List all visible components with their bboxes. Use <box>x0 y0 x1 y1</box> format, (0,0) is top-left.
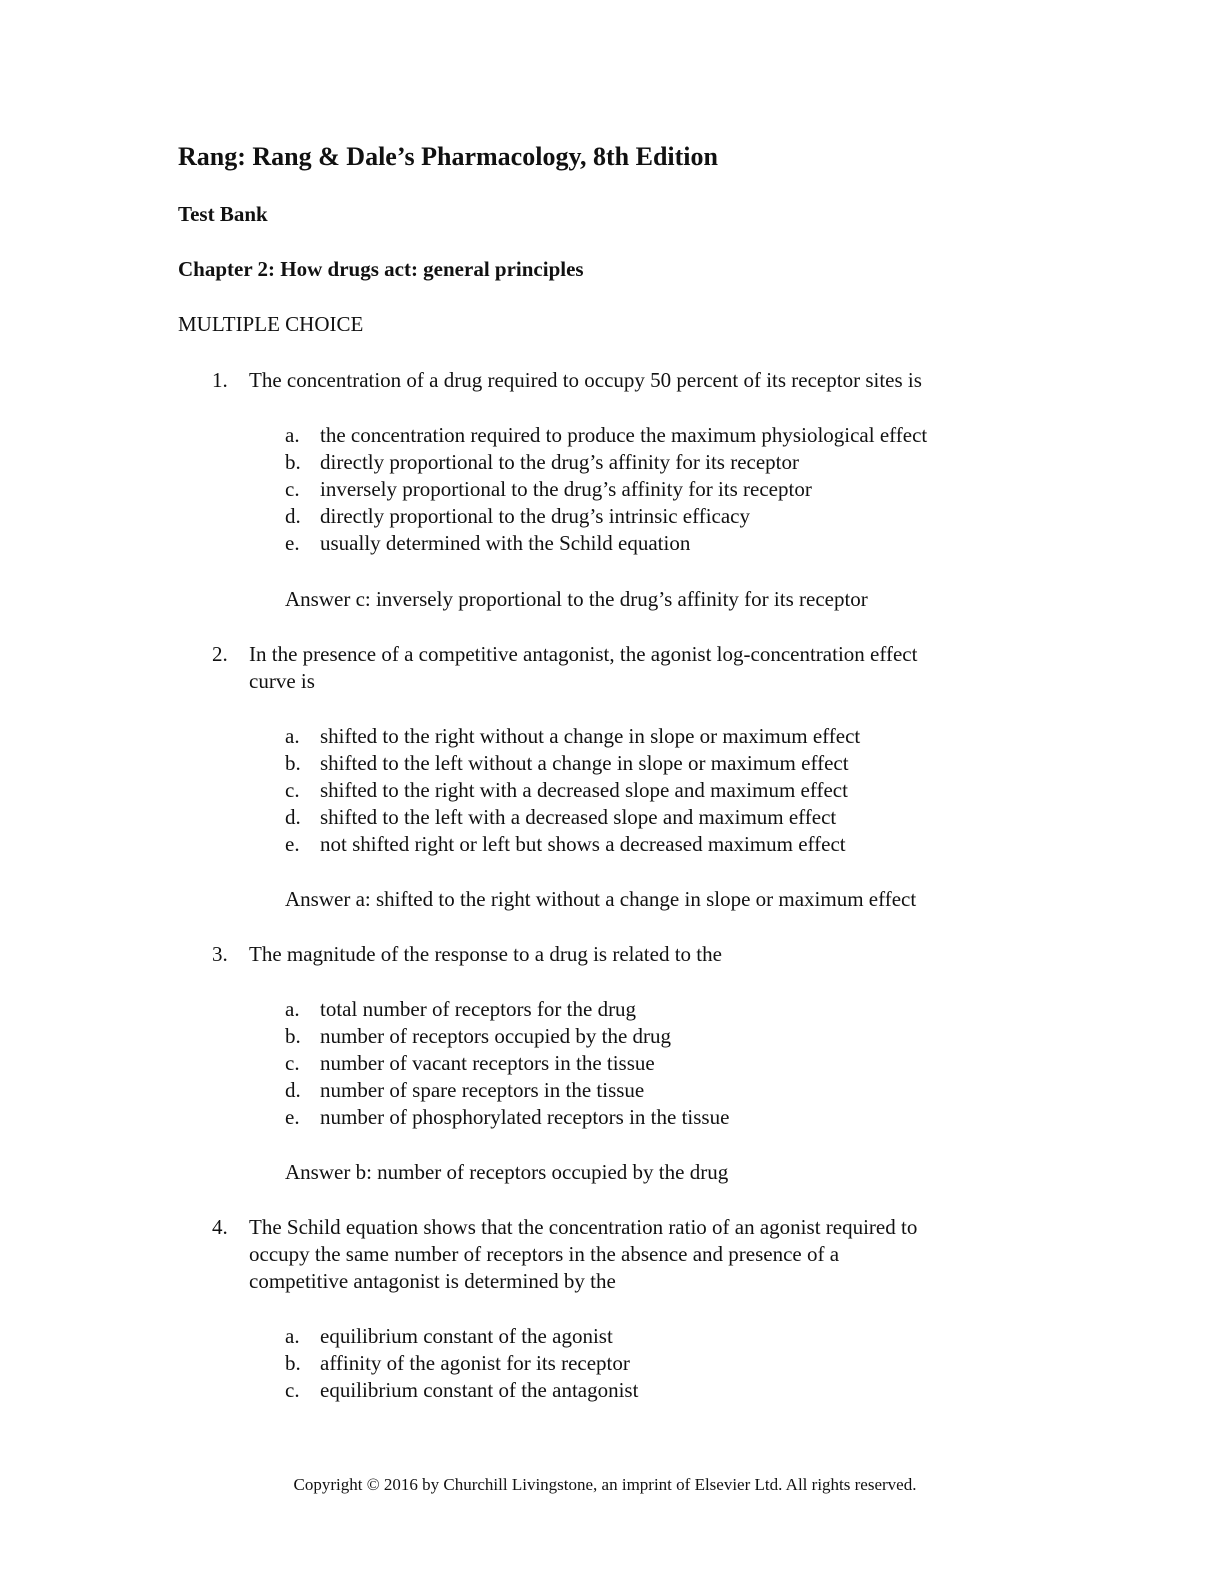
option-text: usually determined with the Schild equation <box>320 531 691 555</box>
question-number: 1. <box>212 368 228 392</box>
option-text: directly proportional to the drug’s affinity for its receptor <box>320 450 799 474</box>
test-bank-heading: Test Bank <box>178 202 268 226</box>
option-letter: a. <box>285 1324 300 1348</box>
option-e <box>0 831 1224 858</box>
copyright-footer: Copyright © 2016 by Churchill Livingstone, an imprint of Elsevier Ltd. All rights reserved. <box>293 1475 917 1494</box>
option-c <box>0 777 1224 804</box>
option-text: shifted to the right with a decreased slope and maximum effect <box>320 778 848 802</box>
option-letter: b. <box>285 1024 301 1048</box>
question-4-options <box>0 1323 1224 1404</box>
option-letter: d. <box>285 805 301 829</box>
option-letter: e. <box>285 1105 300 1129</box>
option-letter: b. <box>285 751 301 775</box>
question-number: 3. <box>212 942 228 966</box>
question-3-answer: Answer b: number of receptors occupied by the drug <box>285 1160 729 1184</box>
option-a <box>0 723 1224 750</box>
option-b <box>0 750 1224 777</box>
chapter-heading: Chapter 2: How drugs act: general principles <box>178 257 584 281</box>
option-a <box>0 996 1224 1023</box>
option-letter: a. <box>285 724 300 748</box>
page-title: Rang: Rang & Dale’s Pharmacology, 8th Edition <box>178 142 718 171</box>
option-letter: e. <box>285 531 300 555</box>
option-letter: a. <box>285 997 300 1021</box>
option-text: shifted to the left without a change in slope or maximum effect <box>320 751 849 775</box>
question-stem: The concentration of a drug required to occupy 50 percent of its receptor sites is <box>249 368 922 392</box>
option-a <box>0 422 1224 449</box>
question-stem: The magnitude of the response to a drug is related to the <box>249 942 722 966</box>
option-letter: c. <box>285 778 300 802</box>
option-text: not shifted right or left but shows a decreased maximum effect <box>320 832 846 856</box>
option-text: affinity of the agonist for its receptor <box>320 1351 630 1375</box>
option-e <box>0 530 1224 557</box>
option-letter: c. <box>285 1378 300 1402</box>
option-d <box>0 503 1224 530</box>
option-d <box>0 804 1224 831</box>
question-number: 4. <box>212 1215 228 1239</box>
option-c <box>0 1377 1224 1404</box>
option-a <box>0 1323 1224 1350</box>
question-number: 2. <box>212 642 228 666</box>
question-2-options <box>0 723 1224 858</box>
option-letter: a. <box>285 423 300 447</box>
option-text: inversely proportional to the drug’s affinity for its receptor <box>320 477 812 501</box>
option-text: total number of receptors for the drug <box>320 997 637 1021</box>
option-letter: c. <box>285 477 300 501</box>
question-3-options <box>0 996 1224 1131</box>
option-text: directly proportional to the drug’s intrinsic efficacy <box>320 504 750 528</box>
option-letter: d. <box>285 504 301 528</box>
option-e <box>0 1104 1224 1131</box>
question-1-options <box>0 422 1224 557</box>
option-text: equilibrium constant of the agonist <box>320 1324 613 1348</box>
option-text: number of receptors occupied by the drug <box>320 1024 672 1048</box>
option-text: shifted to the right without a change in slope or maximum effect <box>320 724 861 748</box>
option-c <box>0 476 1224 503</box>
option-c <box>0 1050 1224 1077</box>
question-stem: The Schild equation shows that the concentration ratio of an agonist required to occupy the same number of receptors in the absence and presence of a competitive antagonist is determined by the <box>249 1215 918 1293</box>
option-text: the concentration required to produce the maximum physiological effect <box>320 423 928 447</box>
option-b <box>0 1023 1224 1050</box>
question-1-answer: Answer c: inversely proportional to the drug’s affinity for its receptor <box>285 587 868 611</box>
option-letter: e. <box>285 832 300 856</box>
option-letter: b. <box>285 450 301 474</box>
option-text: equilibrium constant of the antagonist <box>320 1378 639 1402</box>
question-stem: In the presence of a competitive antagonist, the agonist log-concentration effect curve is <box>249 642 918 693</box>
option-text: number of vacant receptors in the tissue <box>320 1051 655 1075</box>
question-2-answer: Answer a: shifted to the right without a change in slope or maximum effect <box>285 887 917 911</box>
option-letter: d. <box>285 1078 301 1102</box>
option-b <box>0 449 1224 476</box>
option-letter: b. <box>285 1351 301 1375</box>
option-b <box>0 1350 1224 1377</box>
option-text: number of phosphorylated receptors in the tissue <box>320 1105 730 1129</box>
option-d <box>0 1077 1224 1104</box>
section-heading: MULTIPLE CHOICE <box>178 312 364 336</box>
option-text: number of spare receptors in the tissue <box>320 1078 645 1102</box>
option-letter: c. <box>285 1051 300 1075</box>
option-text: shifted to the left with a decreased slope and maximum effect <box>320 805 837 829</box>
